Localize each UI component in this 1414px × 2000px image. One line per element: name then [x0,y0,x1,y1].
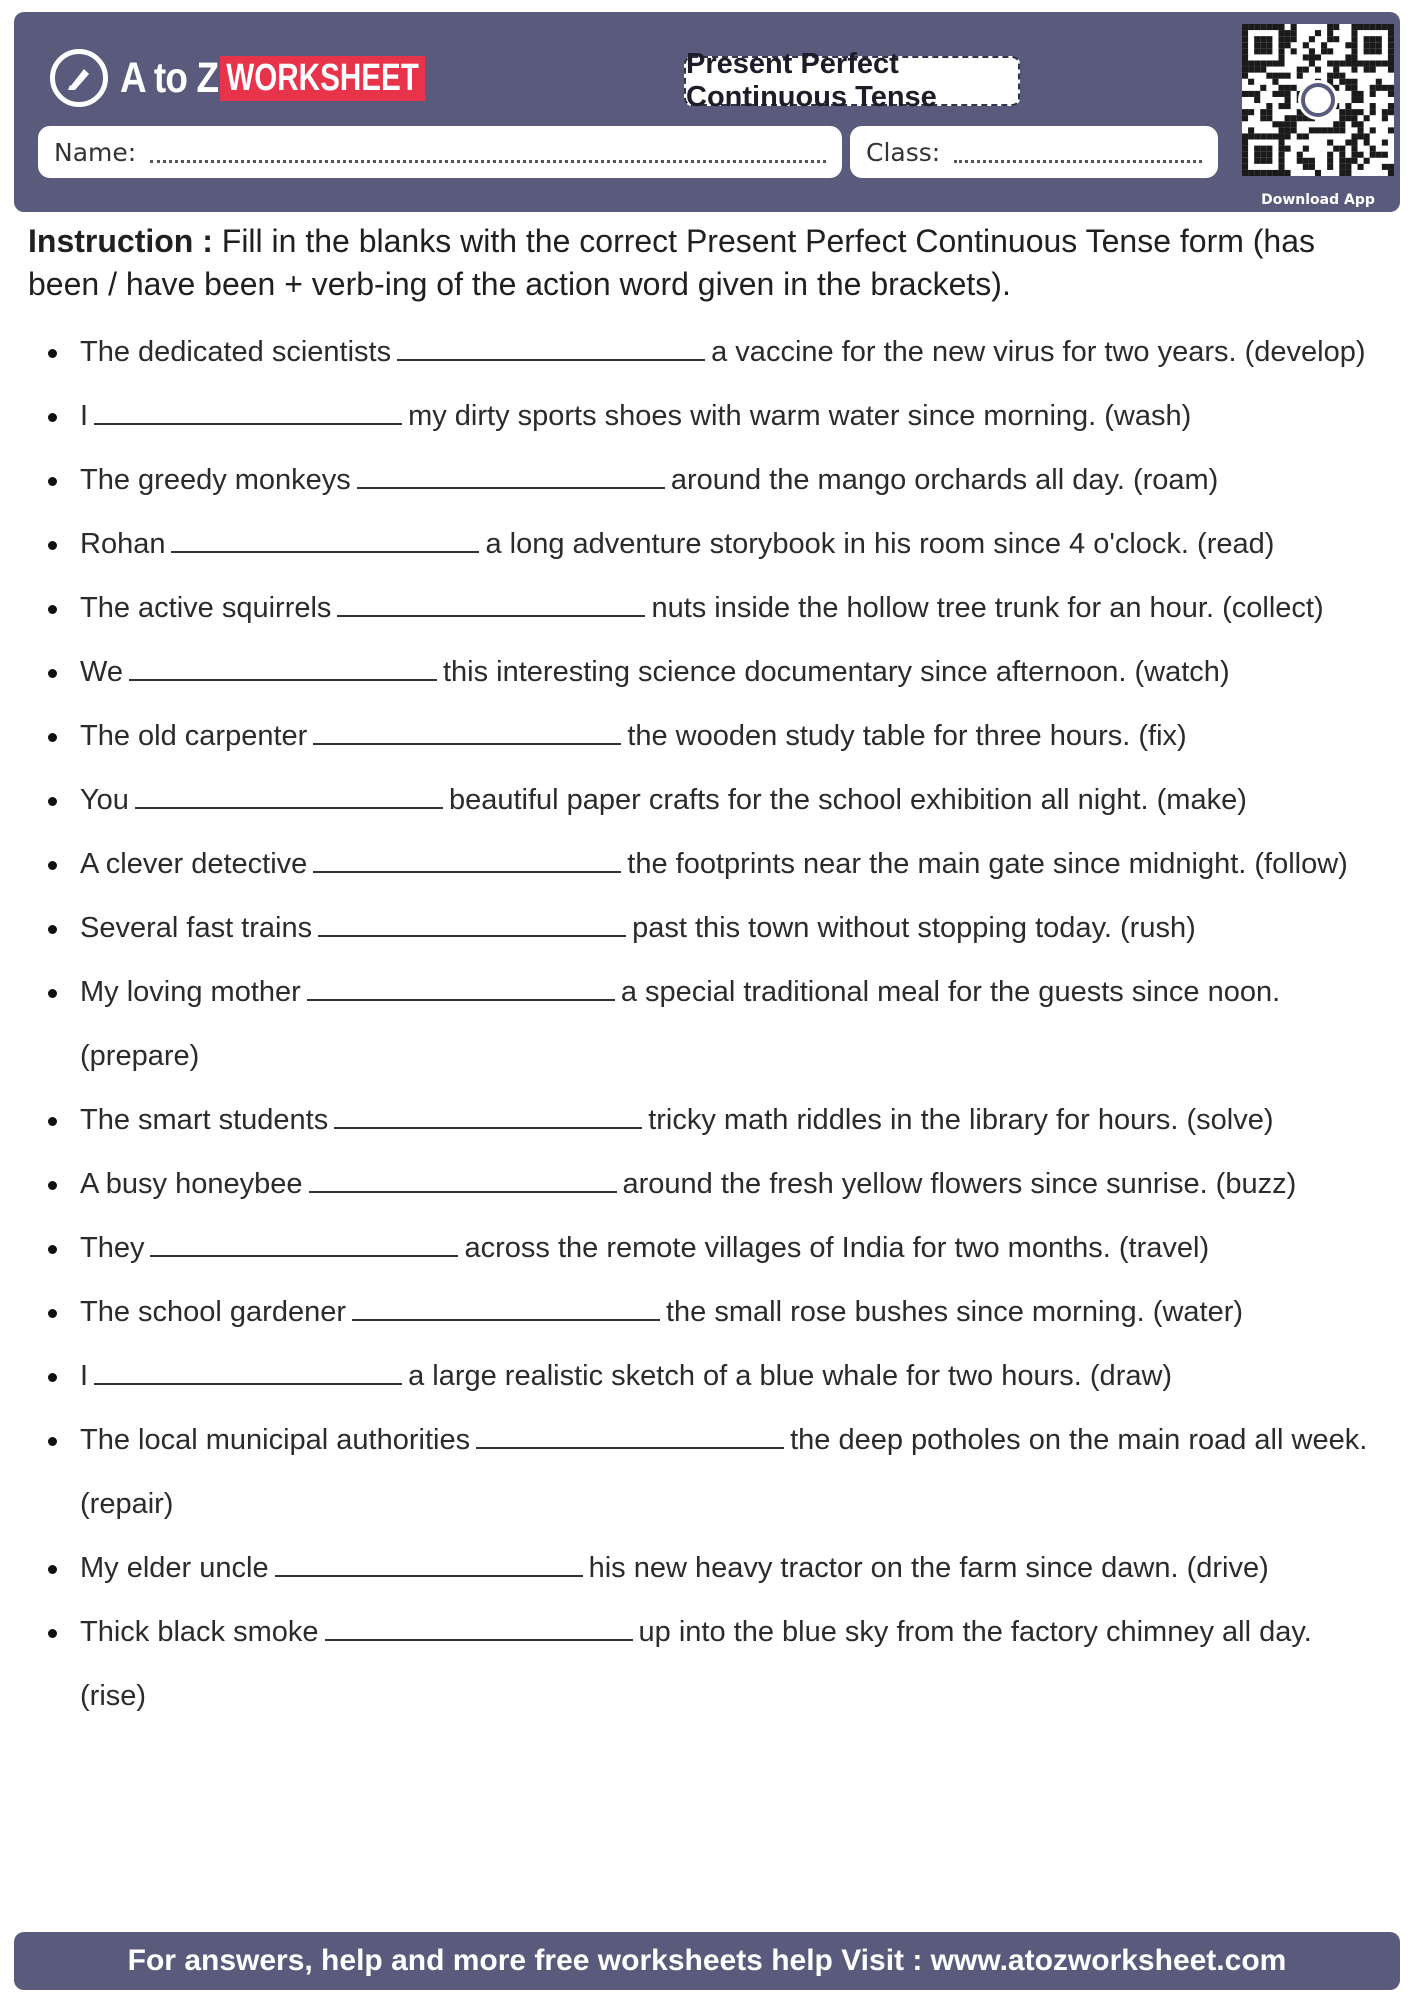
exercise-item [0,1280,1414,1344]
logo-badge: WORKSHEET [220,56,425,101]
site-logo[interactable] [50,46,483,110]
item-text-after: a special traditional meal for the guests since noon. (prepare) [80,976,1281,1072]
item-text-after: the deep potholes on the main road all week. (repair) [80,1424,1368,1520]
answer-blank[interactable] [352,1297,660,1321]
item-text-before: My loving mother [80,976,301,1008]
item-text-before: The active squirrels [80,592,332,624]
item-text-before: I [80,1360,89,1392]
pen-logo-icon [50,49,108,107]
exercise-item [0,1152,1414,1216]
answer-blank[interactable] [94,1361,402,1385]
answer-blank[interactable] [135,785,443,809]
footer-banner[interactable]: For answers, help and more free worksheets help Visit : www.atozworksheet.com [14,1932,1400,1990]
item-text-before: Thick black smoke [80,1616,319,1648]
exercise-item [0,1216,1414,1280]
answer-blank[interactable] [307,977,615,1001]
item-text-after: a long adventure storybook in his room since 4 o'clock. (read) [485,528,1275,560]
name-label: Name: [54,137,137,167]
answer-blank[interactable] [476,1425,784,1449]
item-text-after: nuts inside the hollow tree trunk for an hour. (collect) [651,592,1324,624]
item-text-after: a large realistic sketch of a blue whale for two hours. (draw) [408,1360,1173,1392]
item-text-before: The local municipal authorities [80,1424,471,1456]
item-text-after: the wooden study table for three hours. (fix) [627,720,1187,752]
exercise-item [0,576,1414,640]
item-text-before: You [80,784,129,816]
answer-blank[interactable] [275,1553,583,1577]
item-text-before: A busy honeybee [80,1168,303,1200]
exercise-item [0,448,1414,512]
exercise-item [0,640,1414,704]
item-text-before: I [80,400,89,432]
item-text-after: my dirty sports shoes with warm water since morning. (wash) [408,400,1192,432]
exercise-item [0,1600,1414,1728]
worksheet-topic: Present Perfect Continuous Tense [684,56,1020,106]
instruction [28,220,1388,306]
item-text-before: We [80,656,123,688]
exercise-item [0,832,1414,896]
answer-blank[interactable] [325,1617,633,1641]
class-field[interactable] [850,126,1218,178]
instruction-text: Fill in the blanks with the correct Present Perfect Continuous Tense form (has been / have been + verb-ing of the action word given in the brackets). [28,223,1316,302]
answer-blank[interactable] [357,465,665,489]
exercise-item [0,768,1414,832]
item-text-after: around the fresh yellow flowers since sunrise. (buzz) [622,1168,1297,1200]
answer-blank[interactable] [337,593,645,617]
item-text-after: beautiful paper crafts for the school exhibition all night. (make) [448,784,1247,816]
exercise-list [0,320,1414,1728]
instruction-label: Instruction : [28,223,213,259]
exercise-item [0,704,1414,768]
exercise-item [0,1408,1414,1536]
answer-blank[interactable] [313,721,621,745]
item-text-after: across the remote villages of India for two months. (travel) [464,1232,1210,1264]
answer-blank[interactable] [318,913,626,937]
exercise-item [0,512,1414,576]
answer-blank[interactable] [313,849,621,873]
download-app-caption[interactable]: Download App [1261,192,1375,208]
answer-blank[interactable] [397,337,705,361]
item-text-before: They [80,1232,145,1264]
name-line [150,160,826,163]
worksheet-header [14,12,1400,212]
exercise-item [0,960,1414,1088]
logo-text: A to Z [120,53,219,102]
class-line [954,160,1202,163]
item-text-after: his new heavy tractor on the farm since dawn. (drive) [588,1552,1269,1584]
name-field[interactable] [38,126,842,178]
item-text-after: a vaccine for the new virus for two years. (develop) [711,336,1366,368]
item-text-before: A clever detective [80,848,308,880]
item-text-after: the footprints near the main gate since midnight. (follow) [627,848,1348,880]
exercise-item [0,896,1414,960]
exercise-item [0,1088,1414,1152]
item-text-before: My elder uncle [80,1552,269,1584]
item-text-after: up into the blue sky from the factory chimney all day. (rise) [80,1616,1312,1712]
item-text-after: this interesting science documentary since afternoon. (watch) [442,656,1230,688]
item-text-before: The school gardener [80,1296,346,1328]
item-text-before: Several fast trains [80,912,313,944]
item-text-before: The old carpenter [80,720,308,752]
item-text-before: The greedy monkeys [80,464,351,496]
answer-blank[interactable] [94,401,402,425]
item-text-before: The dedicated scientists [80,336,392,368]
exercise-item [0,320,1414,384]
answer-blank[interactable] [309,1169,617,1193]
item-text-before: The smart students [80,1104,329,1136]
answer-blank[interactable] [129,657,437,681]
exercise-item [0,1344,1414,1408]
item-text-after: tricky math riddles in the library for hours. (solve) [648,1104,1274,1136]
exercise-item [0,1536,1414,1600]
exercise-item [0,384,1414,448]
item-text-after: past this town without stopping today. (rush) [632,912,1196,944]
answer-blank[interactable] [150,1233,458,1257]
item-text-before: Rohan [80,528,166,560]
answer-blank[interactable] [334,1105,642,1129]
item-text-after: the small rose bushes since morning. (water) [666,1296,1244,1328]
class-label: Class: [866,137,941,167]
answer-blank[interactable] [171,529,479,553]
qr-code-icon[interactable] [1242,24,1394,176]
item-text-after: around the mango orchards all day. (roam) [670,464,1219,496]
